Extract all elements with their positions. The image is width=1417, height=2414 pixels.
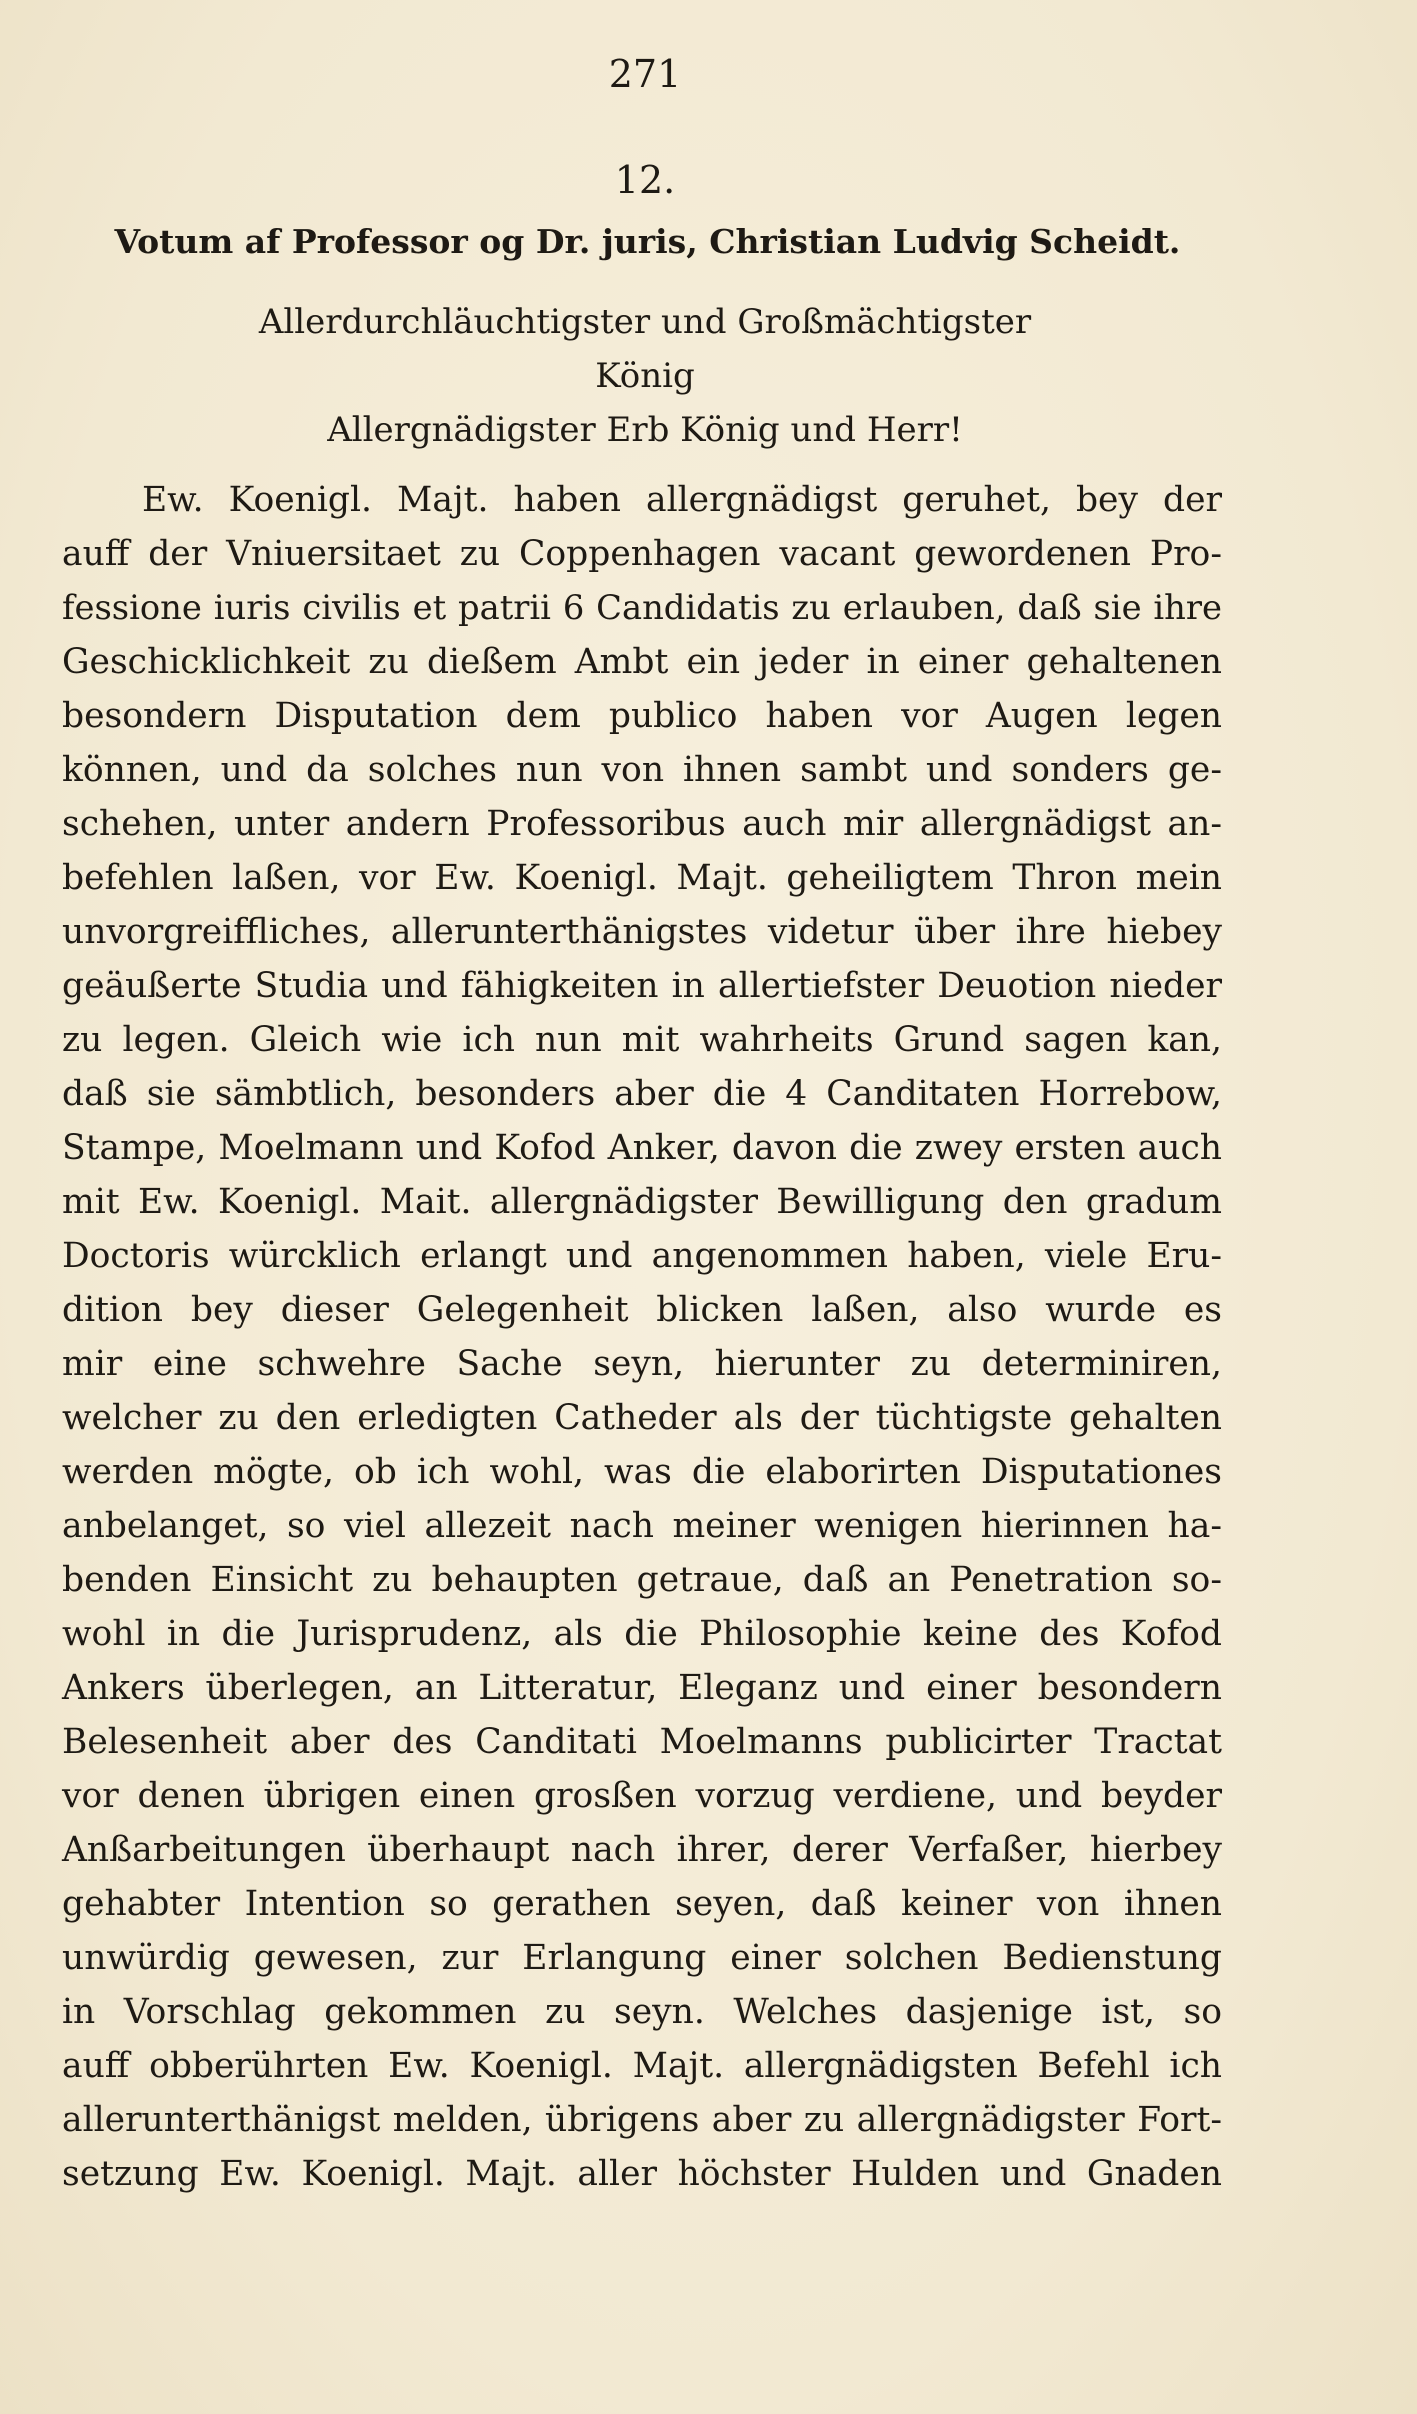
text-line: auff der Vniuersitaet zu Coppenhagen vacant gewordenen Pro- — [62, 534, 1222, 574]
page-number: 271 — [608, 52, 682, 96]
text-line: können, und da solches nun von ihnen sambt und sonders ge- — [62, 750, 1222, 790]
section-number: 12. — [614, 158, 676, 202]
text-line: Ankers überlegen, an Litteratur, Eleganz und einer besondern — [62, 1668, 1222, 1708]
text-line: besondern Disputation dem publico haben vor Augen legen — [62, 696, 1222, 736]
document-heading: Votum af Professor og Dr. juris, Christian Ludvig Scheidt. — [114, 222, 1181, 261]
text-line: fessione iuris civilis et patrii 6 Candidatis zu erlauben, daß sie ihre — [62, 588, 1222, 627]
text-line: geäußerte Studia und fähigkeiten in allertiefster Deuotion nieder — [62, 966, 1222, 1006]
text-line: setzung Ew. Koenigl. Majt. aller höchster Hulden und Gnaden — [62, 2154, 1222, 2194]
text-line: Stampe, Moelmann und Kofod Anker, davon die zwey ersten auch — [62, 1128, 1222, 1168]
text-line: schehen, unter andern Professoribus auch mir allergnädigst an- — [62, 804, 1222, 844]
text-line: anbelanget, so viel allezeit nach meiner wenigen hierinnen ha- — [62, 1506, 1222, 1546]
text-line: Anßarbeitungen überhaupt nach ihrer, derer Verfaßer, hierbey — [62, 1830, 1222, 1870]
text-line: zu legen. Gleich wie ich nun mit wahrheits Grund sagen kan, — [62, 1020, 1222, 1060]
text-line: gehabter Intention so gerathen seyen, daß keiner von ihnen — [62, 1884, 1222, 1924]
text-line: benden Einsicht zu behaupten getraue, daß an Penetration so- — [62, 1560, 1222, 1600]
text-line: mir eine schwehre Sache seyn, hierunter zu determiniren, — [62, 1344, 1222, 1384]
text-line: befehlen laßen, vor Ew. Koenigl. Majt. geheiligtem Thron mein — [62, 858, 1222, 898]
text-line: Geschicklichkeit zu dießem Ambt ein jeder in einer gehaltenen — [62, 642, 1222, 682]
salutation-line: Allergnädigster Erb König und Herr! — [327, 410, 963, 450]
text-line: vor denen übrigen einen grosßen vorzug verdiene, und beyder — [62, 1776, 1222, 1816]
text-line: allerunterthänigst melden, übrigens aber zu allergnädigster Fort- — [62, 2100, 1222, 2140]
text-line: in Vorschlag gekommen zu seyn. Welches dasjenige ist, so — [62, 1992, 1222, 2032]
text-line: dition bey dieser Gelegenheit blicken laßen, also wurde es — [62, 1290, 1222, 1330]
text-line: auff obberührten Ew. Koenigl. Majt. allergnädigsten Befehl ich — [62, 2046, 1222, 2086]
text-line: Belesenheit aber des Canditati Moelmanns publicirter Tractat — [62, 1722, 1222, 1762]
text-line: daß sie sämbtlich, besonders aber die 4 Canditaten Horrebow, — [62, 1074, 1222, 1114]
body-text — [62, 473, 1222, 2201]
text-line: unwürdig gewesen, zur Erlangung einer solchen Bedienstung — [62, 1938, 1222, 1978]
text-line: mit Ew. Koenigl. Mait. allergnädigster Bewilligung den gradum — [62, 1182, 1222, 1222]
salutation-line: König — [595, 356, 695, 396]
text-line: unvorgreiffliches, allerunterthänigstes videtur über ihre hiebey — [62, 912, 1222, 952]
salutation-line: Allerdurchläuchtigster und Großmächtigster — [258, 302, 1032, 342]
text-line: Doctoris würcklich erlangt und angenommen haben, viele Eru- — [62, 1236, 1222, 1276]
text-line: werden mögte, ob ich wohl, was die elaborirten Disputationes — [62, 1452, 1222, 1492]
text-line: welcher zu den erledigten Catheder als der tüchtigste gehalten — [62, 1398, 1222, 1438]
text-line: wohl in die Jurisprudenz, als die Philosophie keine des Kofod — [62, 1614, 1222, 1654]
text-line: Ew. Koenigl. Majt. haben allergnädigst geruhet, bey der — [142, 480, 1222, 520]
